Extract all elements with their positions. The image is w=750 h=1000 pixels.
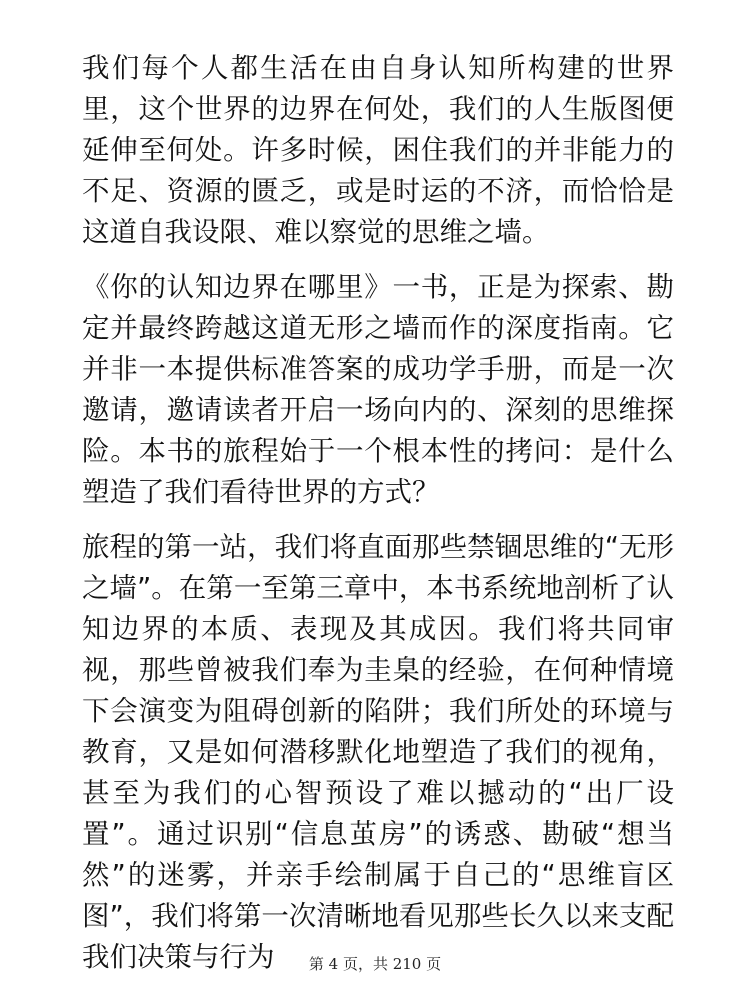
page-number: 第 4 页，共 210 页 (308, 955, 442, 973)
paragraph-2: 《你的认知边界在哪里》一书，正是为探索、勘定并最终跨越这道无形之墙而作的深度指南。它并非一本提供标准答案的成功学手册，而是一次邀请，邀请读者开启一场向内的、深刻的思维探险。本书的旅程始于一个根本性的拷问：是什么塑造了我们看待世界的方式？ (82, 271, 674, 508)
body-text (82, 48, 674, 992)
paragraph-3: 旅程的第一站，我们将直面那些禁锢思维的“无形之墙”。在第一至第三章中，本书系统地剖析了认知边界的本质、表现及其成因。我们将共同审视，那些曾被我们奉为圭臬的经验，在何种情境下会演变为阻碍创新的陷阱；我们所处的环境与教育，又是如何潜移默化地塑造了我们的视角，甚至为我们的心智预设了难以撼动的“出厂设置”。通过识别“信息茧房”的诱惑、勘破“想当然”的迷雾，并亲手绘制属于自己的“思维盲区图”，我们将第一次清晰地看见那些长久以来支配我们决策与行为 (82, 531, 674, 973)
paragraph-1: 我们每个人都生活在由自身认知所构建的世界里，这个世界的边界在何处，我们的人生版图便延伸至何处。许多时候，困住我们的并非能力的不足、资源的匮乏，或是时运的不济，而恰恰是这道自我设限、难以察觉的思维之墙。 (82, 52, 674, 248)
